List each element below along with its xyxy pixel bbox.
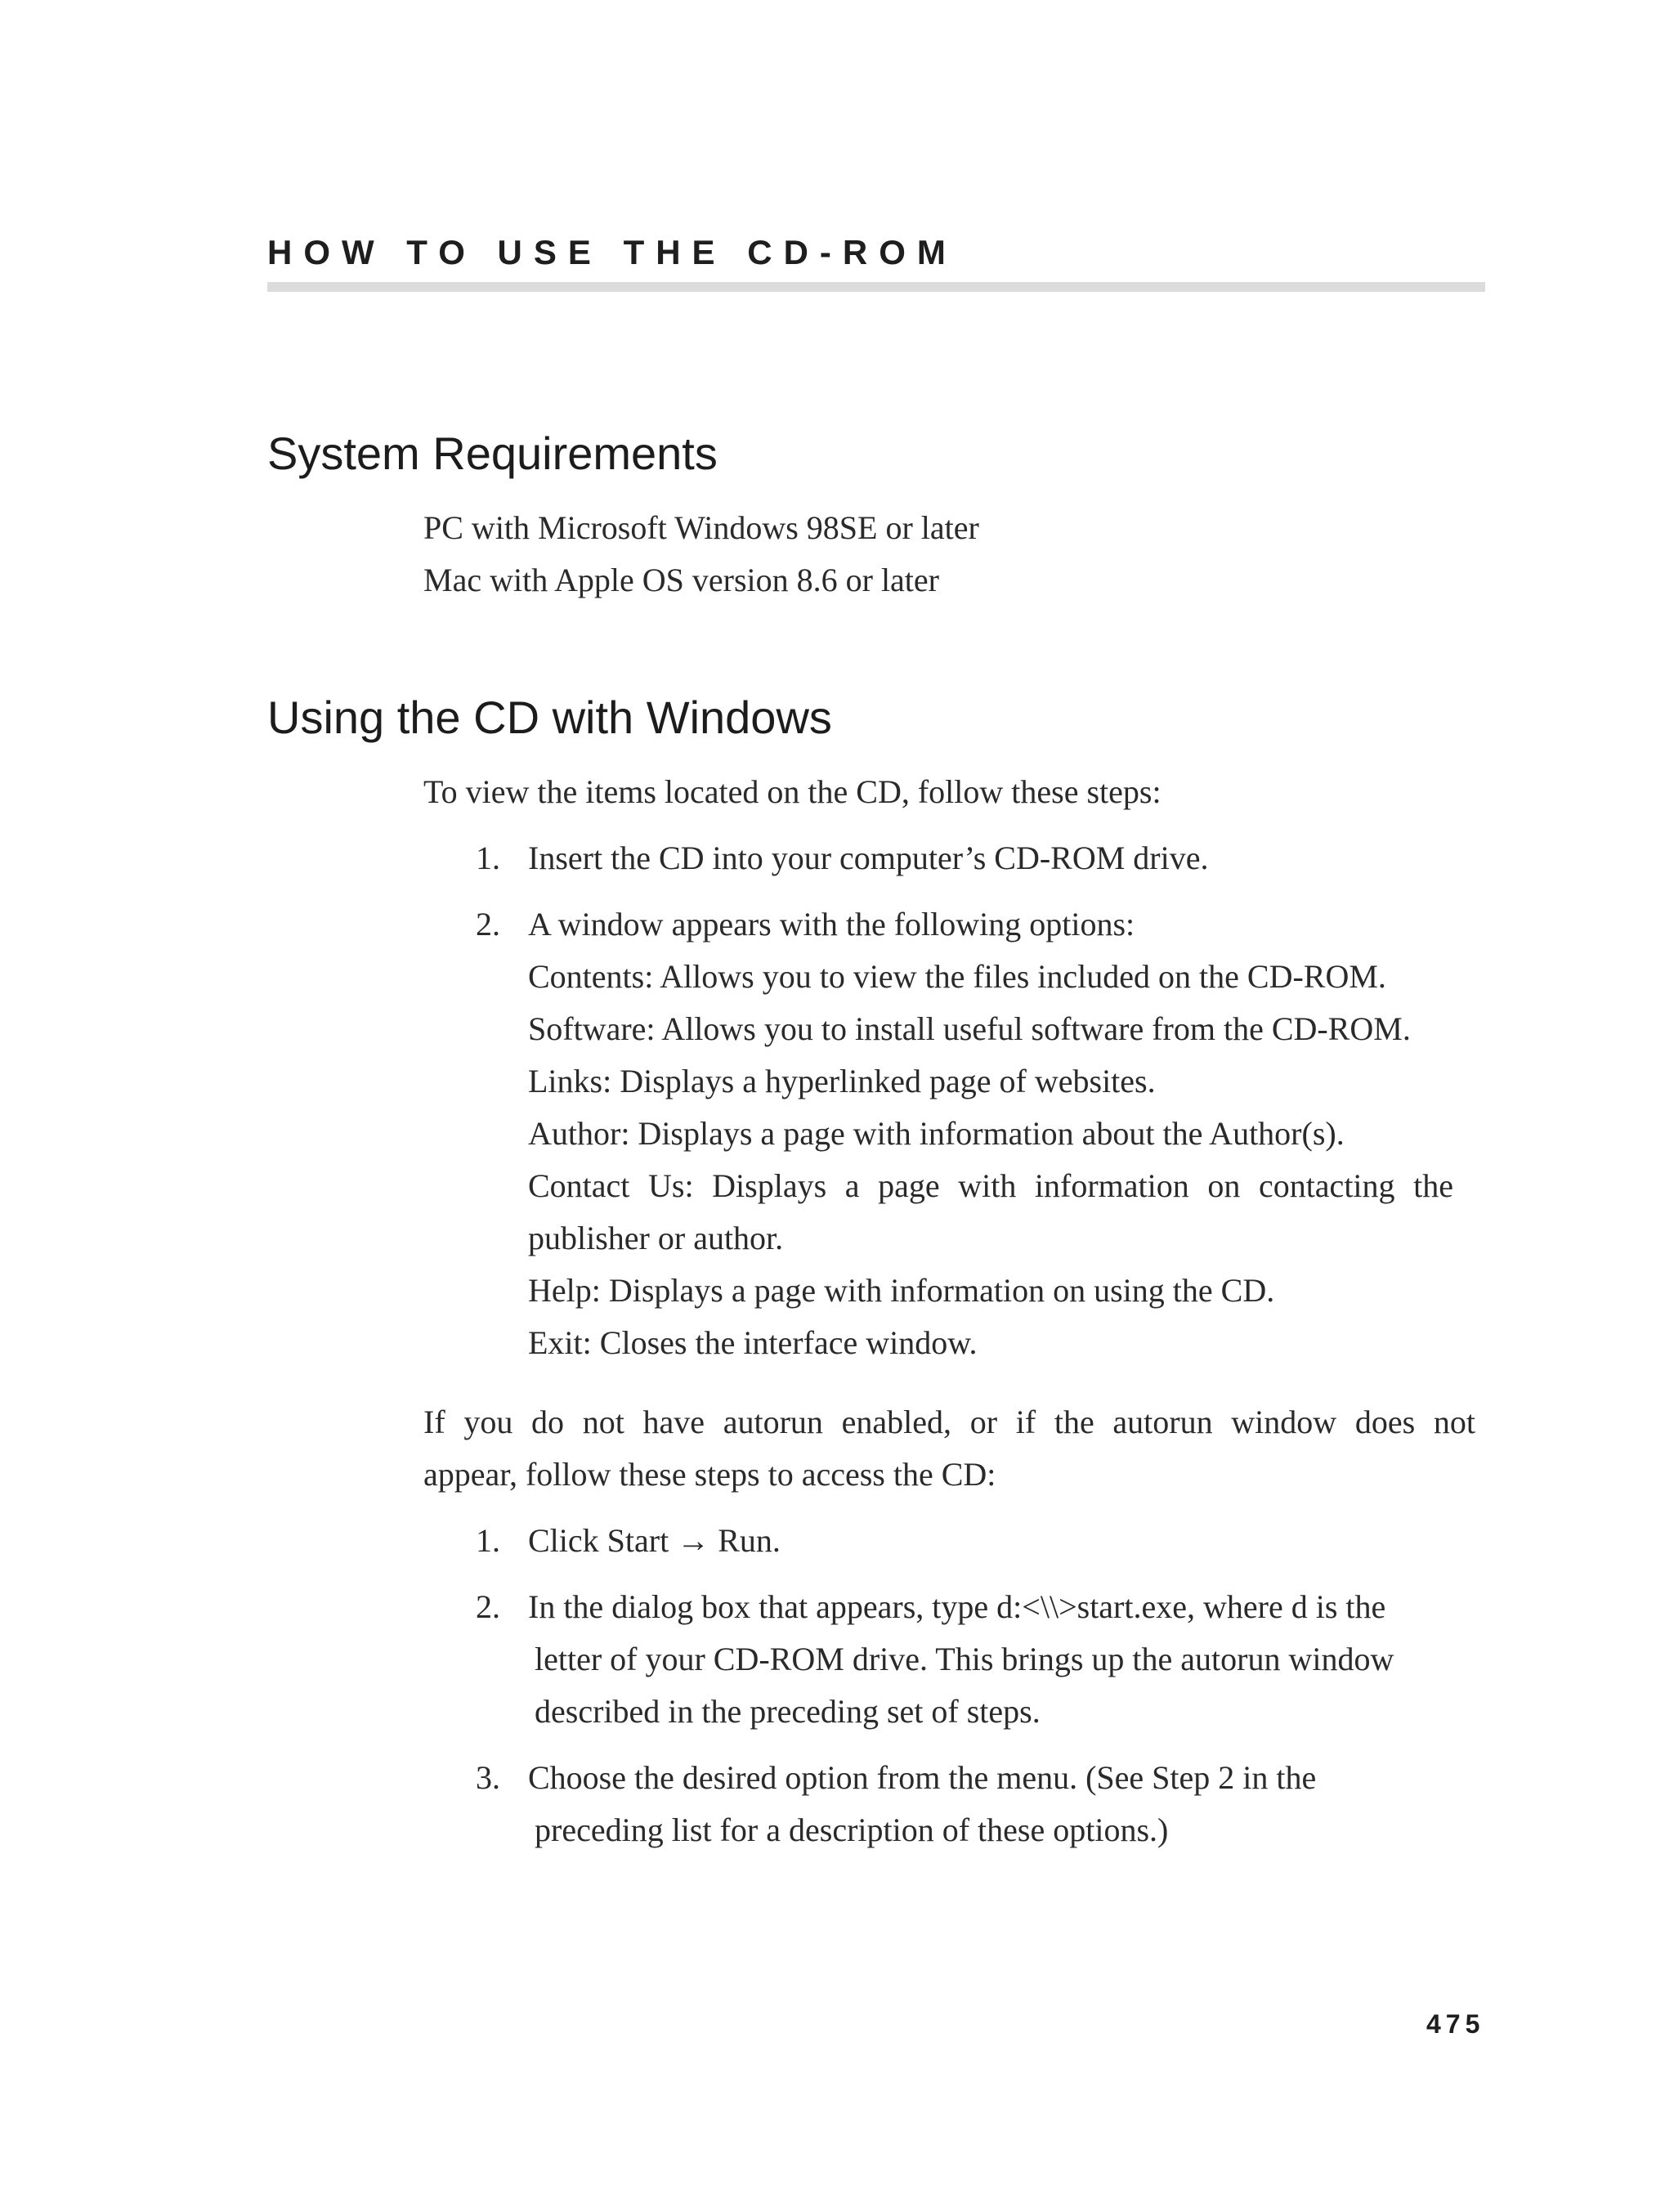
paragraph-line: appear, follow these steps to access the CD: (423, 1456, 996, 1493)
step-text: Choose the desired option from the menu. (See Step 2 in the (528, 1759, 1317, 1796)
option-line: publisher or author. (528, 1220, 784, 1256)
option-line: Exit: Closes the interface window. (528, 1324, 978, 1361)
step-number: 3. (476, 1759, 500, 1796)
page-number: 475 (1426, 2009, 1485, 2039)
option-line: Contents: Allows you to view the files included on the CD-ROM. (528, 958, 1386, 995)
step-text: described in the preceding set of steps. (535, 1693, 1041, 1730)
paragraph-line: If you do not have autorun enabled, or if the autorun window does not (423, 1404, 1475, 1440)
step-text: Click Start → Run. (528, 1522, 781, 1559)
step-text: Insert the CD into your computer’s CD-ROM drive. (528, 840, 1209, 876)
option-line: Help: Displays a page with information on using the CD. (528, 1272, 1275, 1309)
step-number: 1. (476, 840, 500, 876)
option-line: Software: Allows you to install useful software from the CD-ROM. (528, 1010, 1411, 1047)
step-text: letter of your CD-ROM drive. This brings up the autorun window (535, 1641, 1394, 1677)
step-text: A window appears with the following options: (528, 906, 1135, 943)
option-line: Links: Displays a hyperlinked page of websites. (528, 1063, 1156, 1099)
header-rule (267, 282, 1485, 292)
step-number: 1. (476, 1522, 500, 1559)
step-number: 2. (476, 906, 500, 943)
section-heading-windows: Using the CD with Windows (267, 692, 832, 743)
step-text: In the dialog box that appears, type d:<\\>start.exe, where d is the (528, 1588, 1386, 1625)
option-line: Author: Displays a page with information about the Author(s). (528, 1115, 1345, 1152)
section-heading-system-requirements: System Requirements (267, 428, 718, 479)
option-line: Contact Us: Displays a page with information on contacting the (528, 1167, 1453, 1204)
step-number: 2. (476, 1588, 500, 1625)
requirement-line: Mac with Apple OS version 8.6 or later (423, 562, 939, 598)
step-text: preceding list for a description of these options.) (535, 1811, 1169, 1848)
intro-text: To view the items located on the CD, follow these steps: (423, 773, 1162, 810)
requirement-line: PC with Microsoft Windows 98SE or later (423, 509, 979, 546)
running-head: HOW TO USE THE CD-ROM (267, 233, 957, 271)
